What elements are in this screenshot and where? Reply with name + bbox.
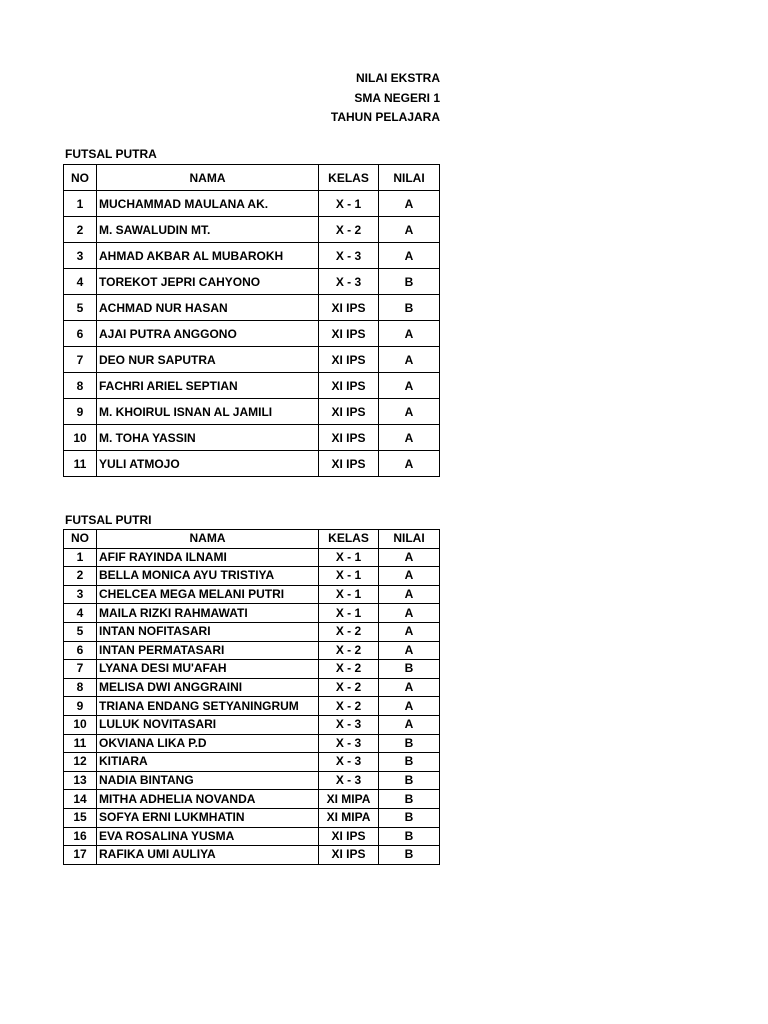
- cell-nama: FACHRI ARIEL SEPTIAN: [97, 373, 319, 399]
- col-header-no: NO: [64, 530, 97, 549]
- cell-nilai: A: [379, 425, 440, 451]
- cell-nilai: A: [379, 399, 440, 425]
- table-row: [64, 399, 440, 425]
- cell-nama: MUCHAMMAD MAULANA AK.: [97, 191, 319, 217]
- cell-no: 1: [64, 191, 97, 217]
- cell-nama: OKVIANA LIKA P.D: [97, 734, 319, 753]
- cell-nilai: B: [379, 827, 440, 846]
- cell-kelas: XI IPS: [319, 373, 379, 399]
- cell-nilai: A: [379, 321, 440, 347]
- table-header-row: [64, 530, 440, 549]
- col-header-nama: NAMA: [97, 530, 319, 549]
- col-header-no: NO: [64, 165, 97, 191]
- cell-nama: NADIA BINTANG: [97, 771, 319, 790]
- cell-nama: KITIARA: [97, 753, 319, 772]
- cell-kelas: X - 2: [319, 697, 379, 716]
- cell-nilai: A: [379, 347, 440, 373]
- cell-nama: RAFIKA UMI AULIYA: [97, 846, 319, 865]
- cell-kelas: X - 1: [319, 604, 379, 623]
- cell-no: 6: [64, 321, 97, 347]
- table-row: [64, 622, 440, 641]
- table-row: [64, 641, 440, 660]
- table-row: [64, 295, 440, 321]
- cell-nama: ACHMAD NUR HASAN: [97, 295, 319, 321]
- cell-kelas: X - 3: [319, 243, 379, 269]
- cell-nama: MAILA RIZKI RAHMAWATI: [97, 604, 319, 623]
- cell-nilai: A: [379, 641, 440, 660]
- cell-no: 9: [64, 697, 97, 716]
- table-row: [64, 451, 440, 477]
- table-row: [64, 753, 440, 772]
- cell-nilai: B: [379, 734, 440, 753]
- table-row: [64, 585, 440, 604]
- cell-kelas: XI IPS: [319, 451, 379, 477]
- cell-nilai: A: [379, 243, 440, 269]
- table-row: [64, 548, 440, 567]
- table-row: [64, 321, 440, 347]
- col-header-kelas: KELAS: [319, 530, 379, 549]
- cell-kelas: X - 1: [319, 548, 379, 567]
- table-row: [64, 771, 440, 790]
- cell-no: 6: [64, 641, 97, 660]
- cell-kelas: X - 2: [319, 641, 379, 660]
- table-row: [64, 715, 440, 734]
- col-header-kelas: KELAS: [319, 165, 379, 191]
- cell-no: 2: [64, 567, 97, 586]
- cell-nama: M. TOHA YASSIN: [97, 425, 319, 451]
- cell-nilai: B: [379, 295, 440, 321]
- cell-no: 7: [64, 347, 97, 373]
- cell-nilai: A: [379, 548, 440, 567]
- cell-no: 13: [64, 771, 97, 790]
- table-row: [64, 425, 440, 451]
- cell-kelas: XI IPS: [319, 846, 379, 865]
- cell-kelas: X - 1: [319, 567, 379, 586]
- table-row: [64, 243, 440, 269]
- cell-nama: TOREKOT JEPRI CAHYONO: [97, 269, 319, 295]
- cell-kelas: X - 3: [319, 753, 379, 772]
- table-header-row: [64, 165, 440, 191]
- cell-no: 4: [64, 269, 97, 295]
- cell-nama: LYANA DESI MU'AFAH: [97, 660, 319, 679]
- cell-nama: INTAN NOFITASARI: [97, 622, 319, 641]
- cell-nama: EVA ROSALINA YUSMA: [97, 827, 319, 846]
- cell-nilai: A: [379, 697, 440, 716]
- cell-nama: M. KHOIRUL ISNAN AL JAMILI: [97, 399, 319, 425]
- cell-nama: AJAI PUTRA ANGGONO: [97, 321, 319, 347]
- table-row: [64, 347, 440, 373]
- cell-nilai: B: [379, 846, 440, 865]
- cell-kelas: X - 2: [319, 217, 379, 243]
- header-school: SMA NEGERI 1: [354, 91, 440, 105]
- cell-nilai: A: [379, 191, 440, 217]
- cell-nilai: B: [379, 269, 440, 295]
- table-row: [64, 660, 440, 679]
- section-label-putri: FUTSAL PUTRI: [65, 513, 152, 527]
- cell-nilai: A: [379, 678, 440, 697]
- cell-no: 4: [64, 604, 97, 623]
- table-row: [64, 604, 440, 623]
- cell-kelas: XI IPS: [319, 347, 379, 373]
- cell-kelas: X - 3: [319, 269, 379, 295]
- cell-no: 1: [64, 548, 97, 567]
- cell-no: 10: [64, 425, 97, 451]
- cell-nilai: B: [379, 660, 440, 679]
- cell-no: 5: [64, 622, 97, 641]
- section-label-putra: FUTSAL PUTRA: [65, 147, 157, 161]
- cell-kelas: XI IPS: [319, 827, 379, 846]
- col-header-nilai: NILAI: [379, 165, 440, 191]
- cell-no: 15: [64, 808, 97, 827]
- cell-no: 11: [64, 734, 97, 753]
- putri-table: [63, 529, 440, 865]
- cell-nama: INTAN PERMATASARI: [97, 641, 319, 660]
- cell-nilai: B: [379, 790, 440, 809]
- cell-kelas: X - 2: [319, 660, 379, 679]
- cell-nama: LULUK NOVITASARI: [97, 715, 319, 734]
- cell-kelas: XI IPS: [319, 399, 379, 425]
- cell-kelas: X - 3: [319, 734, 379, 753]
- cell-nilai: A: [379, 715, 440, 734]
- cell-nama: CHELCEA MEGA MELANI PUTRI: [97, 585, 319, 604]
- cell-nilai: A: [379, 217, 440, 243]
- cell-no: 5: [64, 295, 97, 321]
- cell-nilai: A: [379, 585, 440, 604]
- cell-kelas: X - 1: [319, 191, 379, 217]
- cell-nama: MITHA ADHELIA NOVANDA: [97, 790, 319, 809]
- cell-no: 11: [64, 451, 97, 477]
- cell-nama: DEO NUR SAPUTRA: [97, 347, 319, 373]
- cell-nilai: A: [379, 567, 440, 586]
- cell-nama: TRIANA ENDANG SETYANINGRUM: [97, 697, 319, 716]
- cell-kelas: XI IPS: [319, 295, 379, 321]
- cell-no: 2: [64, 217, 97, 243]
- cell-nama: AFIF RAYINDA ILNAMI: [97, 548, 319, 567]
- table-row: [64, 191, 440, 217]
- cell-nilai: A: [379, 604, 440, 623]
- table-row: [64, 808, 440, 827]
- col-header-nama: NAMA: [97, 165, 319, 191]
- cell-nama: SOFYA ERNI LUKMHATIN: [97, 808, 319, 827]
- table-row: [64, 217, 440, 243]
- cell-kelas: X - 1: [319, 585, 379, 604]
- cell-kelas: XI IPS: [319, 425, 379, 451]
- cell-no: 17: [64, 846, 97, 865]
- cell-no: 3: [64, 243, 97, 269]
- cell-kelas: XI MIPA: [319, 808, 379, 827]
- table-row: [64, 678, 440, 697]
- cell-nama: BELLA MONICA AYU TRISTIYA: [97, 567, 319, 586]
- cell-kelas: X - 3: [319, 771, 379, 790]
- table-row: [64, 269, 440, 295]
- cell-nama: M. SAWALUDIN MT.: [97, 217, 319, 243]
- cell-kelas: X - 2: [319, 678, 379, 697]
- cell-nama: MELISA DWI ANGGRAINI: [97, 678, 319, 697]
- cell-nama: YULI ATMOJO: [97, 451, 319, 477]
- cell-nilai: B: [379, 808, 440, 827]
- cell-no: 14: [64, 790, 97, 809]
- table-row: [64, 697, 440, 716]
- cell-no: 9: [64, 399, 97, 425]
- cell-no: 16: [64, 827, 97, 846]
- cell-no: 12: [64, 753, 97, 772]
- table-row: [64, 567, 440, 586]
- cell-nilai: B: [379, 771, 440, 790]
- table-row: [64, 846, 440, 865]
- cell-nilai: A: [379, 451, 440, 477]
- table-row: [64, 373, 440, 399]
- table-row: [64, 827, 440, 846]
- cell-no: 10: [64, 715, 97, 734]
- cell-kelas: X - 3: [319, 715, 379, 734]
- header-title: NILAI EKSTRA: [356, 71, 440, 85]
- putra-table: [63, 164, 440, 477]
- cell-kelas: X - 2: [319, 622, 379, 641]
- cell-no: 3: [64, 585, 97, 604]
- table-row: [64, 790, 440, 809]
- cell-no: 8: [64, 678, 97, 697]
- cell-no: 7: [64, 660, 97, 679]
- cell-kelas: XI MIPA: [319, 790, 379, 809]
- cell-nilai: A: [379, 373, 440, 399]
- cell-kelas: XI IPS: [319, 321, 379, 347]
- cell-nilai: B: [379, 753, 440, 772]
- col-header-nilai: NILAI: [379, 530, 440, 549]
- cell-no: 8: [64, 373, 97, 399]
- cell-nama: AHMAD AKBAR AL MUBAROKH: [97, 243, 319, 269]
- header-year: TAHUN PELAJARA: [330, 110, 440, 124]
- table-row: [64, 734, 440, 753]
- cell-nilai: A: [379, 622, 440, 641]
